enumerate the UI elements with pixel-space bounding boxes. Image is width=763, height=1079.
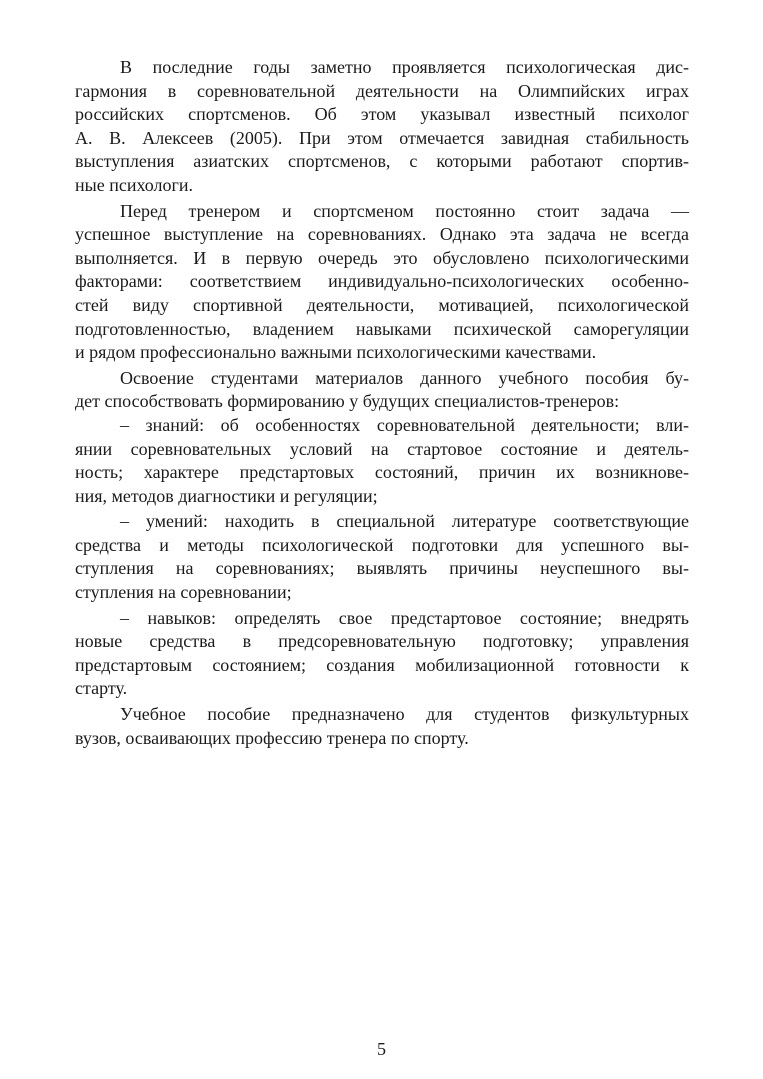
- text-line: выступления азиатских спортсменов, с которыми работают спортив-: [75, 151, 689, 172]
- text-line: гармония в соревновательной деятельности на Олимпийских играх: [75, 80, 689, 101]
- paragraph-2: [75, 200, 689, 365]
- text-line: ступления на соревновании;: [75, 582, 292, 603]
- text-line: предстартовым состоянием; создания мобилизационной готовности к: [75, 654, 689, 675]
- text-line: российских спортсменов. Об этом указывал известный психолог: [75, 104, 689, 125]
- text-line: Учебное пособие предназначено для студентов физкультурных: [120, 704, 689, 725]
- text-line: вузов, осваивающих профессию тренера по спорту.: [75, 727, 469, 748]
- text-line: успешное выступление на соревнованиях. Однако эта задача не всегда: [75, 224, 689, 245]
- page-body: [75, 56, 689, 750]
- text-line: стей виду спортивной деятельности, мотивацией, психологической: [75, 294, 689, 315]
- text-line: ступления на соревнованиях; выявлять причины неуспешного вы-: [75, 558, 689, 579]
- text-line: Перед тренером и спортсменом постоянно стоит задача —: [120, 200, 689, 221]
- paragraph-3: [75, 367, 689, 414]
- text-line: В последние годы заметно проявляется психологическая дис-: [120, 57, 689, 77]
- page-number: 5: [377, 1039, 386, 1059]
- text-line: подготовленностью, владением навыками психической саморегуляции: [75, 318, 689, 339]
- text-line: янии соревновательных условий на стартовое состояние и деятель-: [75, 438, 689, 459]
- list-item-knowledge: [75, 414, 689, 508]
- list-item-skills: [75, 510, 689, 604]
- text-line: старту.: [75, 678, 128, 699]
- text-line: А. В. Алексеев (2005). При этом отмечается завидная стабильность: [75, 127, 689, 148]
- text-line: дет способствовать формированию у будущих специалистов-тренеров:: [75, 391, 620, 412]
- text-line: – знаний: об особенностях соревновательной деятельности; вли-: [120, 414, 689, 435]
- list-item-abilities: [75, 607, 689, 701]
- text-line: средства и методы психологической подготовки для успешного вы-: [75, 534, 689, 555]
- text-line: факторами: соответствием индивидуально-психологических особенно-: [75, 271, 689, 292]
- text-line: выполняется. И в первую очередь это обусловлено психологическими: [75, 247, 689, 268]
- text-line: Освоение студентами материалов данного учебного пособия бу-: [120, 367, 689, 388]
- text-line: – навыков: определять свое предстартовое состояние; внедрять: [120, 607, 689, 628]
- paragraph-purpose: [75, 703, 689, 750]
- text-line: и рядом профессионально важными психологическими качествами.: [75, 342, 597, 363]
- text-line: новые средства в предсоревновательную подготовку; управления: [75, 631, 689, 652]
- text-line: ния, методов диагностики и регуляции;: [75, 485, 378, 506]
- paragraph-1: [75, 56, 689, 198]
- text-line: ные психологи.: [75, 174, 194, 195]
- text-line: ность; характере предстартовых состояний, причин их возникнове-: [75, 462, 689, 483]
- text-line: – умений: находить в специальной литературе соответствующие: [120, 511, 689, 532]
